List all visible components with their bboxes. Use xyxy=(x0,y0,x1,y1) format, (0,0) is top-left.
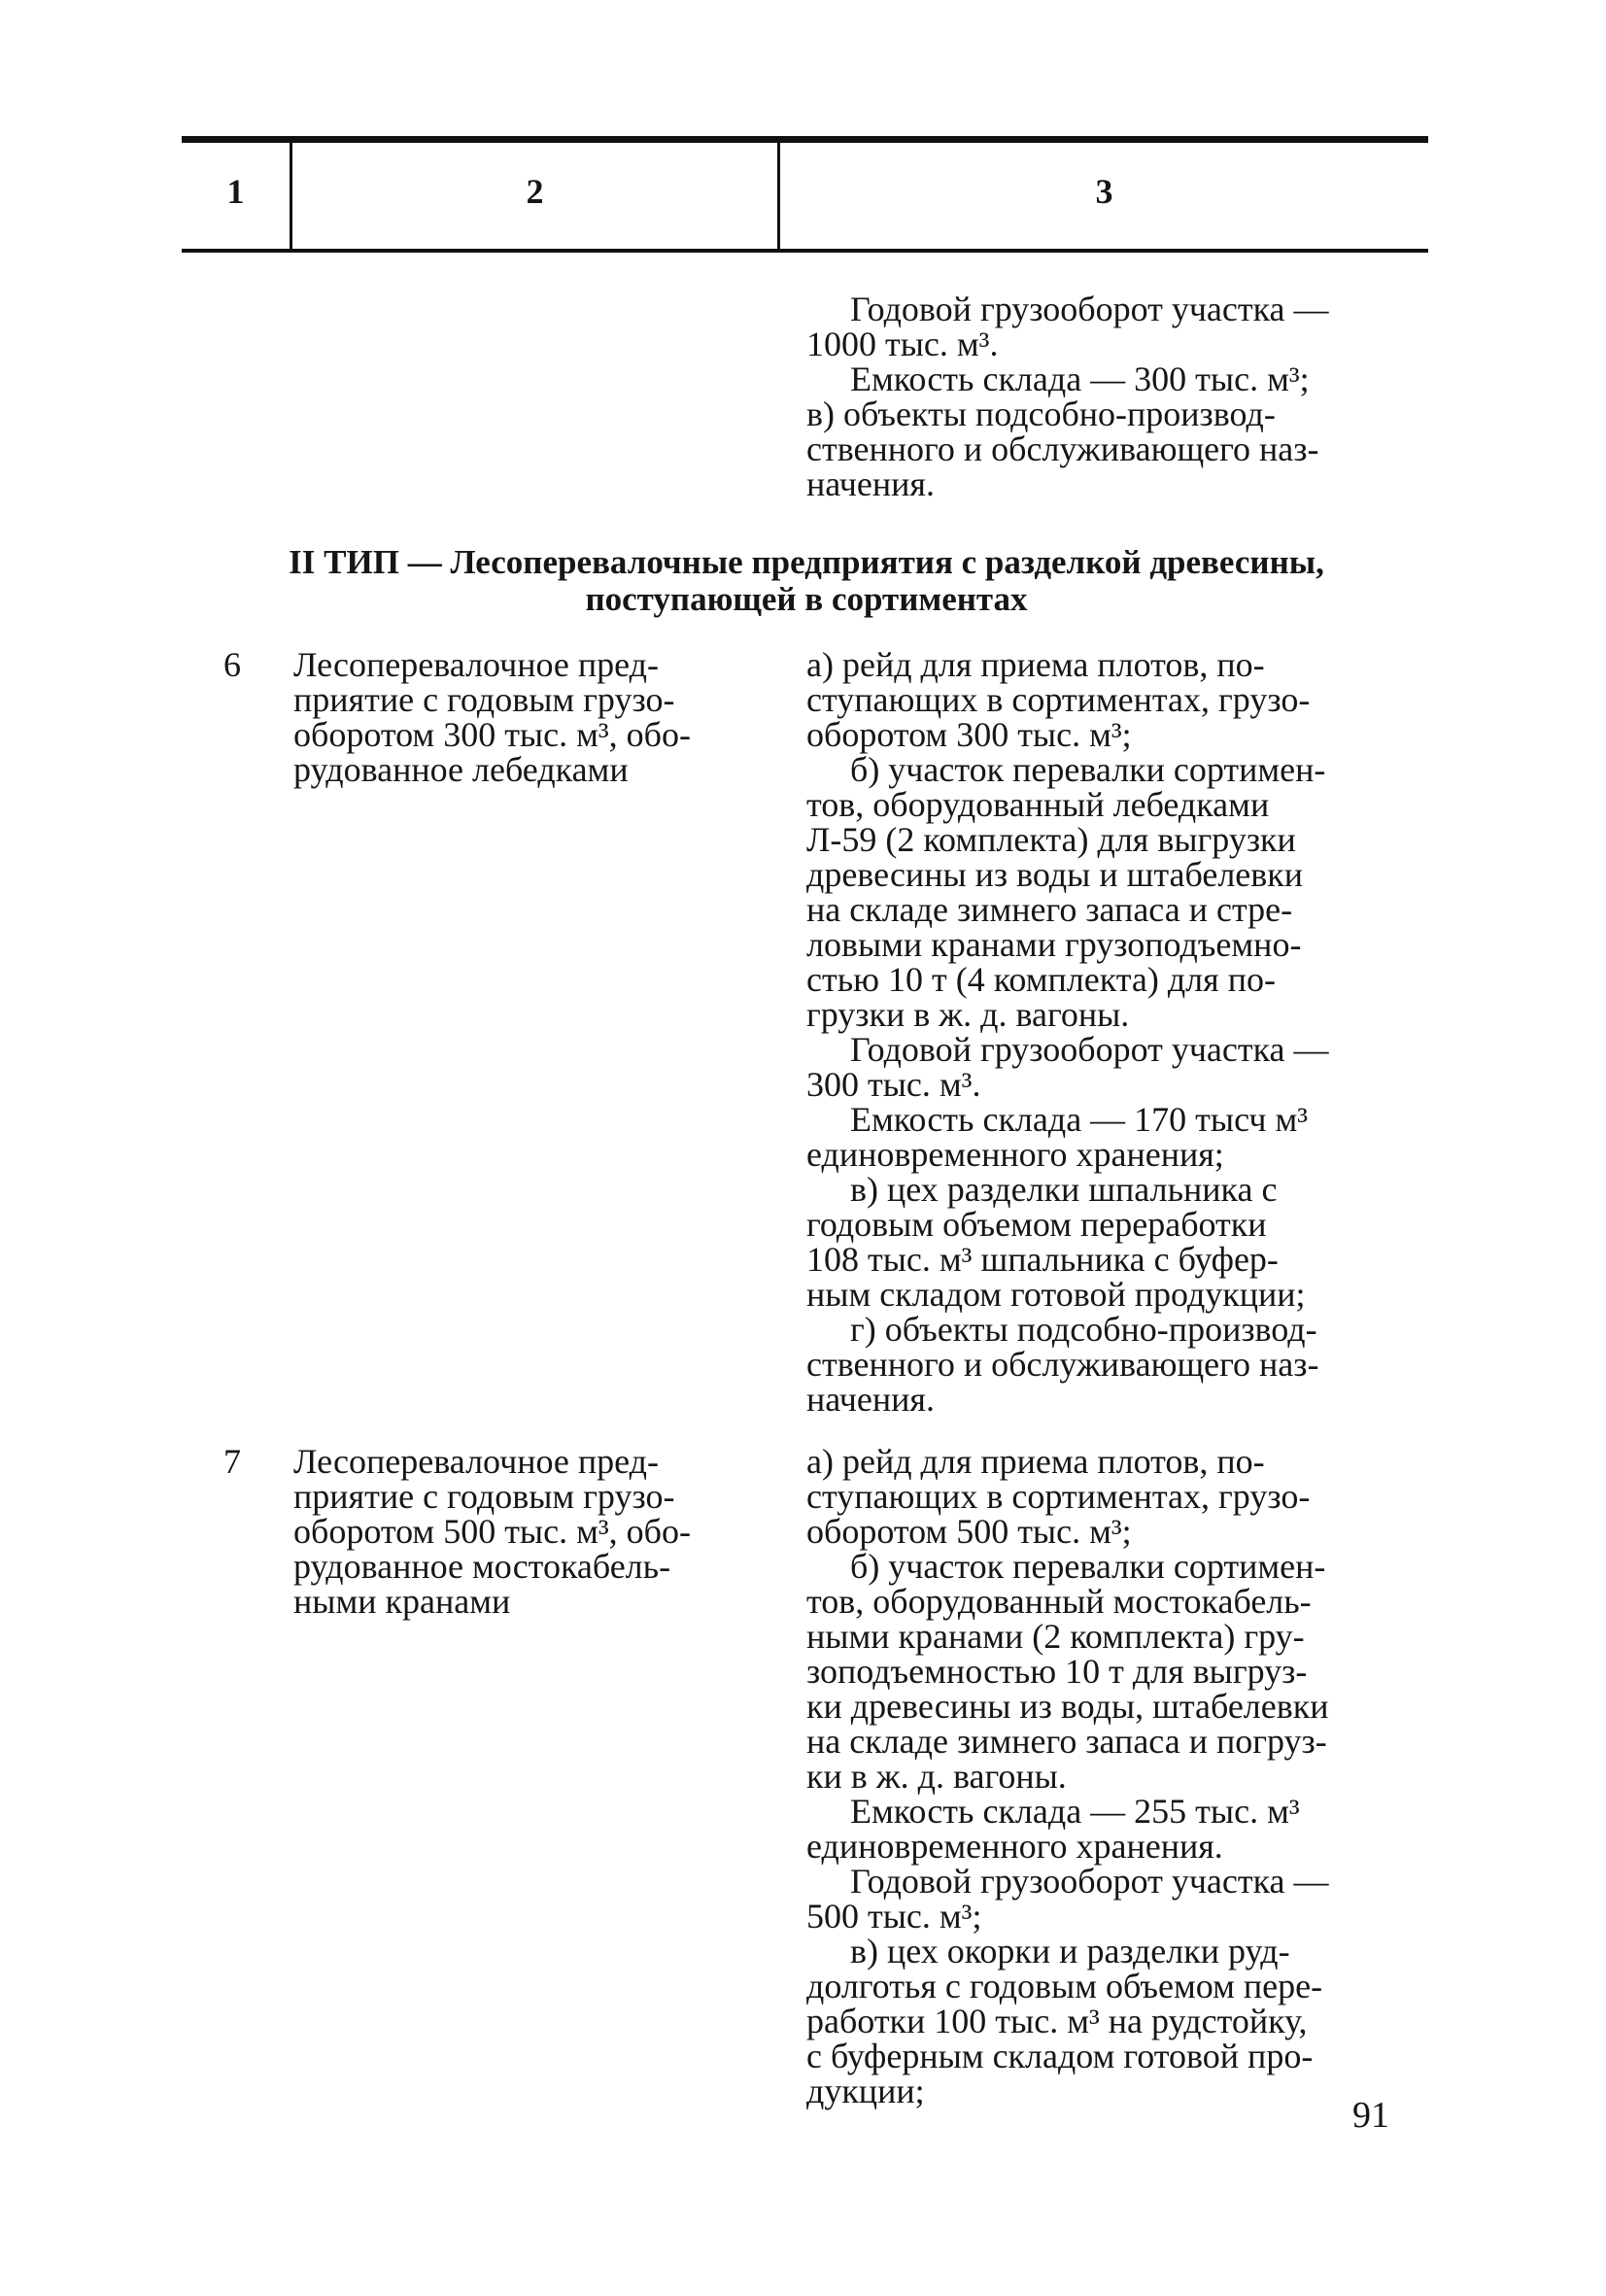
row-7-name xyxy=(293,1444,758,1619)
header-bottom-rule xyxy=(182,249,1428,253)
text-line: ки в ж. д. вагоны. xyxy=(806,1757,1067,1796)
text-line: Лесоперевалочное пред- xyxy=(293,645,659,684)
text-line: оборотом 500 тыс. м³, обо- xyxy=(293,1512,691,1551)
text-line: Емкость склада — 300 тыс. м³; xyxy=(850,360,1310,398)
row-7-composition xyxy=(806,1444,1426,2108)
text-line: приятие с годовым грузо- xyxy=(293,680,675,719)
text-line: Годовой грузооборот участка — xyxy=(850,1862,1329,1901)
text-line: Годовой грузооборот участка — xyxy=(850,1030,1329,1069)
text-line: Лесоперевалочное пред- xyxy=(293,1442,659,1481)
text-line: начения. xyxy=(806,464,935,503)
section-title-line-2: поступающей в сортиментах xyxy=(585,580,1028,618)
text-line: 500 тыс. м³; xyxy=(806,1897,982,1936)
text-line: стью 10 т (4 комплекта) для по- xyxy=(806,960,1276,999)
text-line: единовременного хранения; xyxy=(806,1135,1224,1174)
text-line: г) объекты подсобно-производ- xyxy=(850,1310,1317,1349)
header-top-rule xyxy=(182,136,1428,143)
text-line: рудованное мостокабель- xyxy=(293,1547,671,1586)
text-line: в) цех разделки шпальника с xyxy=(850,1170,1278,1209)
text-line: грузки в ж. д. вагоны. xyxy=(806,995,1130,1034)
text-line: дукции; xyxy=(806,2072,925,2110)
text-line: зоподъемностью 10 т для выгруз- xyxy=(806,1652,1308,1691)
text-line: оборотом 300 тыс. м³, обо- xyxy=(293,715,691,754)
header-col-3: 3 xyxy=(1095,172,1113,211)
text-line: ным складом готовой продукции; xyxy=(806,1275,1306,1314)
text-line: ловыми кранами грузоподъемно- xyxy=(806,925,1302,964)
text-line: ственного и обслуживающего наз- xyxy=(806,1345,1319,1384)
text-line: годовым объемом переработки xyxy=(806,1205,1267,1244)
header-col-1: 1 xyxy=(226,172,245,211)
page-number: 91 xyxy=(1352,2095,1389,2136)
text-line: а) рейд для приема плотов, по- xyxy=(806,645,1265,684)
section-title-line-1: II ТИП — Лесоперевалочные предприятия с разделкой древесины, xyxy=(289,543,1324,581)
text-line: рудованное лебедками xyxy=(293,750,629,789)
section-title xyxy=(185,544,1428,618)
text-line: ступающих в сортиментах, грузо- xyxy=(806,1477,1311,1516)
text-line: на складе зимнего запаса и стре- xyxy=(806,890,1293,929)
text-line: Годовой грузооборот участка — xyxy=(850,290,1329,328)
row-6-composition xyxy=(806,647,1426,1417)
text-line: начения. xyxy=(806,1380,935,1419)
text-line: Л-59 (2 комплекта) для выгрузки xyxy=(806,820,1296,859)
continuation-text xyxy=(806,291,1426,501)
text-line: а) рейд для приема плотов, по- xyxy=(806,1442,1265,1481)
text-line: б) участок перевалки сортимен- xyxy=(850,750,1326,789)
text-line: в) цех окорки и разделки руд- xyxy=(850,1932,1290,1970)
text-line: Емкость склада — 255 тыс. м³ xyxy=(850,1792,1300,1831)
text-line: 1000 тыс. м³. xyxy=(806,325,999,363)
text-line: оборотом 300 тыс. м³; xyxy=(806,715,1132,754)
text-line: ными кранами (2 комплекта) гру- xyxy=(806,1617,1305,1656)
row-number: 7 xyxy=(223,1442,241,1481)
text-line: б) участок перевалки сортимен- xyxy=(850,1547,1326,1586)
text-line: оборотом 500 тыс. м³; xyxy=(806,1512,1132,1551)
text-line: тов, оборудованный мостокабель- xyxy=(806,1582,1312,1621)
text-line: тов, оборудованный лебедками xyxy=(806,785,1270,824)
text-line: ственного и обслуживающего наз- xyxy=(806,429,1319,468)
header-col-2: 2 xyxy=(526,172,544,211)
text-line: ки древесины из воды, штабелевки xyxy=(806,1687,1329,1726)
text-line: работки 100 тыс. м³ на рудстойку, xyxy=(806,2002,1308,2040)
text-line: 108 тыс. м³ шпальника с буфер- xyxy=(806,1240,1279,1279)
text-line: долготья с годовым объемом пере- xyxy=(806,1967,1323,2005)
text-line: ными кранами xyxy=(293,1582,511,1621)
text-line: приятие с годовым грузо- xyxy=(293,1477,675,1516)
text-line: ступающих в сортиментах, грузо- xyxy=(806,680,1311,719)
text-line: с буферным складом готовой про- xyxy=(806,2037,1314,2075)
text-line: на складе зимнего запаса и погруз- xyxy=(806,1722,1327,1761)
text-line: Емкость склада — 170 тысч м³ xyxy=(850,1100,1309,1139)
row-6-name xyxy=(293,647,758,787)
row-number: 6 xyxy=(223,645,241,684)
text-line: древесины из воды и штабелевки xyxy=(806,855,1304,894)
text-line: 300 тыс. м³. xyxy=(806,1065,981,1104)
text-line: в) объекты подсобно-производ- xyxy=(806,394,1276,433)
text-line: единовременного хранения. xyxy=(806,1827,1223,1866)
